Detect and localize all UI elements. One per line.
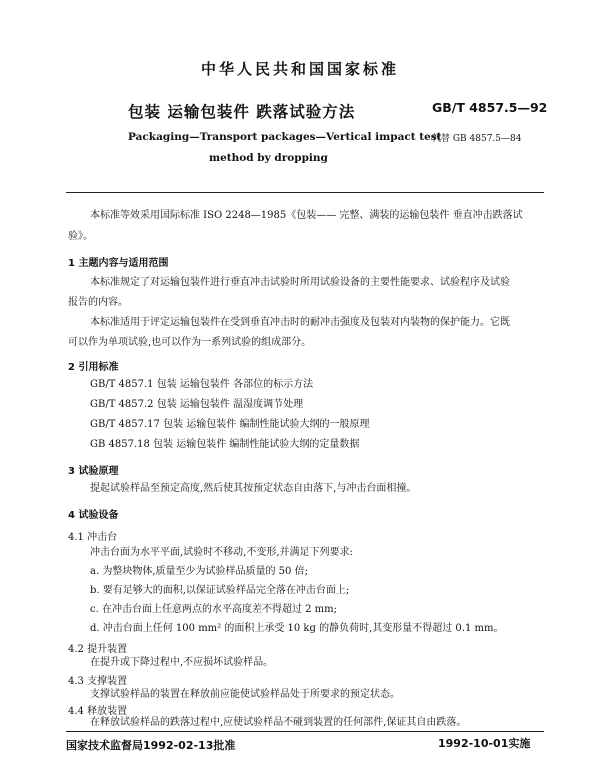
section-3-heading: 3 试验原理: [68, 466, 119, 477]
list-item-c: c. 在冲击台面上任意两点的水平高度差不得超过 2 mm;: [90, 604, 338, 615]
section-1-para1-line1: 本标准规定了对运输包装件进行垂直冲击试验时所用试验设备的主要性能要求、试验程序及试验: [90, 277, 510, 288]
subsection-4-4-text: 在释放试验样品的跌落过程中,应使试验样品不碰到装置的任何部件,保证其自由跌落。: [90, 717, 467, 728]
approval-date: 国家技术监督局1992-02-13批准: [66, 739, 236, 752]
subsection-4-1-title: 4.1 冲击台: [68, 532, 118, 543]
subsection-4-4-title: 4.4 释放装置: [68, 706, 128, 717]
section-2-heading: 2 引用标准: [68, 362, 119, 373]
section-1-para2-line1: 本标准适用于评定运输包装件在受到垂直冲击时的耐冲击强度及包装对内装物的保护能力。它既: [90, 317, 510, 328]
intro-line-1: 本标准等效采用国际标准 ISO 2248—1985《包装—— 完整、满装的运输包装件 垂直冲击跌落试: [90, 210, 523, 221]
subsection-4-2-title: 4.2 提升装置: [68, 644, 128, 655]
reference-item: GB/T 4857.2 包装 运输包装件 温湿度调节处理: [90, 399, 304, 410]
section-1-para2-line2: 可以作为单项试验,也可以作为一系列试验的组成部分。: [68, 337, 312, 348]
reference-item: GB 4857.18 包装 运输包装件 编制性能试验大纲的定量数据: [90, 439, 360, 450]
replaces-standard: 代替 GB 4857.5—84: [432, 134, 522, 144]
section-1-heading: 1 主题内容与适用范围: [68, 258, 169, 269]
subsection-4-2-text: 在提升或下降过程中,不应损坏试验样品。: [90, 657, 274, 668]
footer-divider: [66, 731, 544, 732]
reference-item: GB/T 4857.1 包装 运输包装件 各部位的标示方法: [90, 379, 314, 390]
intro-line-2: 验》。: [68, 231, 93, 242]
header-divider: [66, 192, 544, 193]
section-3-text: 提起试验样品至预定高度,然后使其按预定状态自由落下,与冲击台面相撞。: [90, 483, 417, 494]
list-item-d: d. 冲击台面上任何 100 mm² 的面积上承受 10 kg 的静负荷时,其变形量不得超过 0.1 mm。: [90, 623, 504, 634]
document-title-en-line1: Packaging—Transport packages—Vertical impact test: [128, 131, 442, 143]
subsection-4-3-text: 支撑试验样品的装置在释放前应能使试验样品处于所要求的预定状态。: [90, 689, 400, 700]
list-item-b: b. 要有足够大的面积,以保证试验样品完全落在冲击台面上;: [90, 585, 350, 596]
subsection-4-1-text: 冲击台面为水平平面,试验时不移动,不变形,并满足下列要求:: [90, 547, 353, 558]
document-title-cn: 包装 运输包装件 跌落试验方法: [128, 103, 356, 121]
national-standard-heading: 中华人民共和国国家标准: [200, 60, 399, 78]
section-1-para1-line2: 报告的内容。: [68, 297, 128, 308]
reference-item: GB/T 4857.17 包装 运输包装件 编制性能试验大纲的一般原理: [90, 419, 370, 430]
effective-date: 1992-10-01实施: [438, 737, 531, 750]
section-4-heading: 4 试验设备: [68, 510, 119, 521]
document-title-en-line2: method by dropping: [209, 152, 328, 164]
subsection-4-3-title: 4.3 支撑装置: [68, 676, 128, 687]
list-item-a: a. 为整块物体,质量至少为试验样品质量的 50 倍;: [90, 566, 308, 577]
standard-code: GB/T 4857.5—92: [432, 100, 548, 115]
